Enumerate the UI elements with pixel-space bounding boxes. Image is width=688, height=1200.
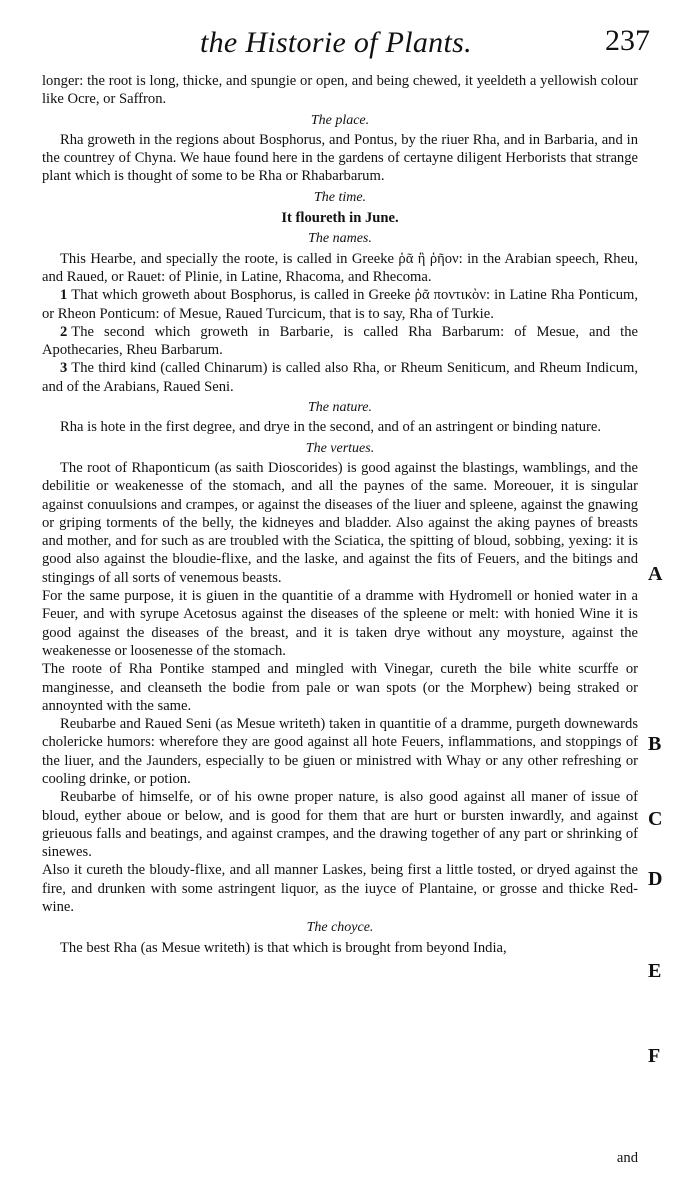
margin-letter-d: D — [648, 868, 663, 890]
paragraph-text: longer: the root is long, thicke, and spungie or open, and being chewed, it yeeldeth a yellowish colour like Ocre, or Saffron. — [42, 73, 638, 108]
paragraph — [42, 418, 638, 436]
paragraph-text: Reubarbe and Raued Seni (as Mesue writeth) taken in quantitie of a dramme, purgeth downewards cholericke humors: wherefore they are good against all hote Feuers, inflammations, and stoppings of the liuer, and the Jaunders, especially to be giuen or ministred with Whay or any other refreshing or cooling drinke, or potion. — [42, 716, 638, 787]
paragraph-text: This Hearbe, and specially the roote, is called in Greeke ῥᾶ ἢ ῥῆον: in the Arabian speech, Rheu, and Raued, or Rauet: of Plinie, in Latine, Rhacoma, and Rhecoma. — [42, 250, 638, 285]
paragraph — [42, 131, 638, 186]
paragraph-text: The second which groweth in Barbarie, is called Rha Barbarum: of Mesue, and the Apothecaries, Rheu Barbarum. — [42, 323, 638, 359]
section-heading — [42, 399, 638, 417]
paragraph — [42, 250, 638, 287]
section-heading — [42, 112, 638, 130]
catchword: and — [616, 1150, 638, 1166]
paragraph-text: The nature. — [307, 400, 373, 416]
margin-letter-e: E — [648, 960, 662, 982]
paragraph-text: The best Rha (as Mesue writeth) is that which is brought from beyond India, — [60, 939, 507, 956]
margin-letter-f: F — [648, 1045, 661, 1067]
paragraph-text: The place. — [310, 112, 370, 128]
paragraph-text: The time. — [313, 189, 367, 205]
paragraph-text: The choyce. — [306, 920, 374, 936]
paragraph — [42, 587, 638, 660]
page-number: 237 — [605, 24, 650, 57]
paragraph — [42, 788, 638, 861]
paragraph-text: Also it cureth the bloudy-flixe, and all manner Laskes, being first a little tosted, or dryed against the fire, and drunken with some astringent liquor, as the iuyce of Plantaine, or grosse and thicke Red-wine. — [42, 862, 638, 916]
paragraph-text: The vertues. — [305, 440, 375, 456]
page-body — [42, 72, 638, 957]
paragraph-text: The roote of Rha Pontike stamped and mingled with Vinegar, cureth the bile white scurffe or manginesse, and cleanseth the bodie from pale or wan spots (or the Morphew) being straked or annoynted with the same. — [42, 661, 638, 714]
paragraph-text: The root of Rhaponticum (as saith Dioscorides) is good against the blastings, wamblings, and the debilitie or weakenesse of the stomach, and all the paynes of the same. Moreouer, it is singular against conuulsions and crampes, or against the diseases of the liuer and spleene, against the gnawing or griping torments of the belly, the kidneyes and bladder. Also against the aking paynes of breasts and mother, and for such as are troubled with the Sciatica, the spitting of bloud, sobbing, yexing: it is good also against the bloudie-flixe, and the laske, and against the fits of Feuers, and the bitings and stingings of all sorts of venemous beasts. — [42, 459, 638, 586]
paragraph — [42, 459, 638, 587]
item-number: 3 — [60, 360, 68, 377]
section-heading — [42, 919, 638, 937]
centered-line — [42, 209, 638, 227]
paragraph-text: That which groweth about Bosphorus, is called in Greeke ῥᾶ ποντικὸν: in Latine Rha Ponticum, or Rheon Ponticum: of Mesue, Raued Turcicum, that is to say, Rha of Turkie. — [42, 287, 638, 322]
margin-letter-c: C — [648, 808, 663, 830]
item-number: 2 — [60, 323, 68, 340]
paragraph — [42, 939, 638, 957]
section-heading — [42, 189, 638, 207]
section-heading — [42, 440, 638, 458]
page-header — [0, 22, 688, 66]
paragraph — [42, 861, 638, 916]
paragraph-text: The names. — [308, 231, 372, 247]
paragraph-text: For the same purpose, it is giuen in the quantitie of a dramme with Hydromell or honied water in a Feuer, and with syrupe Acetosus against the diseases of the spleene or melt: with honied Wine it is good against the diseases of the breast, and it is taken drye without any moysture, against the weakenesse or loosenesse of the stomach. — [42, 588, 638, 659]
paragraph-text: The third kind (called Chinarum) is called also Rha, or Rheum Seniticum, and Rheum Indicum, and of the Arabians, Raued Seni. — [42, 360, 638, 395]
margin-letter-a: A — [648, 563, 663, 585]
paragraph — [42, 359, 638, 396]
paragraph-text: Rha is hote in the first degree, and drye in the second, and of an astringent or binding nature. — [60, 419, 602, 436]
paragraph — [42, 72, 638, 109]
margin-letter-b: B — [648, 733, 662, 755]
paragraph — [42, 715, 638, 788]
paragraph-text: Rha groweth in the regions about Bosphorus, and Pontus, by the riuer Rha, and in Barbaria, and in the countrey of Chyna. We haue found here in the gardens of certayne diligent Herborists that strange plant which is thought of some to be Rha or Rhabarbarum. — [42, 131, 638, 185]
item-number: 1 — [60, 287, 68, 304]
section-heading — [42, 230, 638, 248]
paragraph-text: Reubarbe of himselfe, or of his owne proper nature, is also good against all maner of issue of bloud, eyther aboue or below, and is good for them that are hurt or bursten inwardly, and against grieuous falls and beatings, and against crampes, and the drawing together of any part or shrinking of sinewes. — [42, 789, 638, 861]
paragraph — [42, 323, 638, 360]
paragraph — [42, 286, 638, 323]
running-title: the Historie of Plants. — [200, 26, 472, 59]
paragraph-text: It floureth in June. — [281, 210, 399, 227]
paragraph — [42, 660, 638, 715]
